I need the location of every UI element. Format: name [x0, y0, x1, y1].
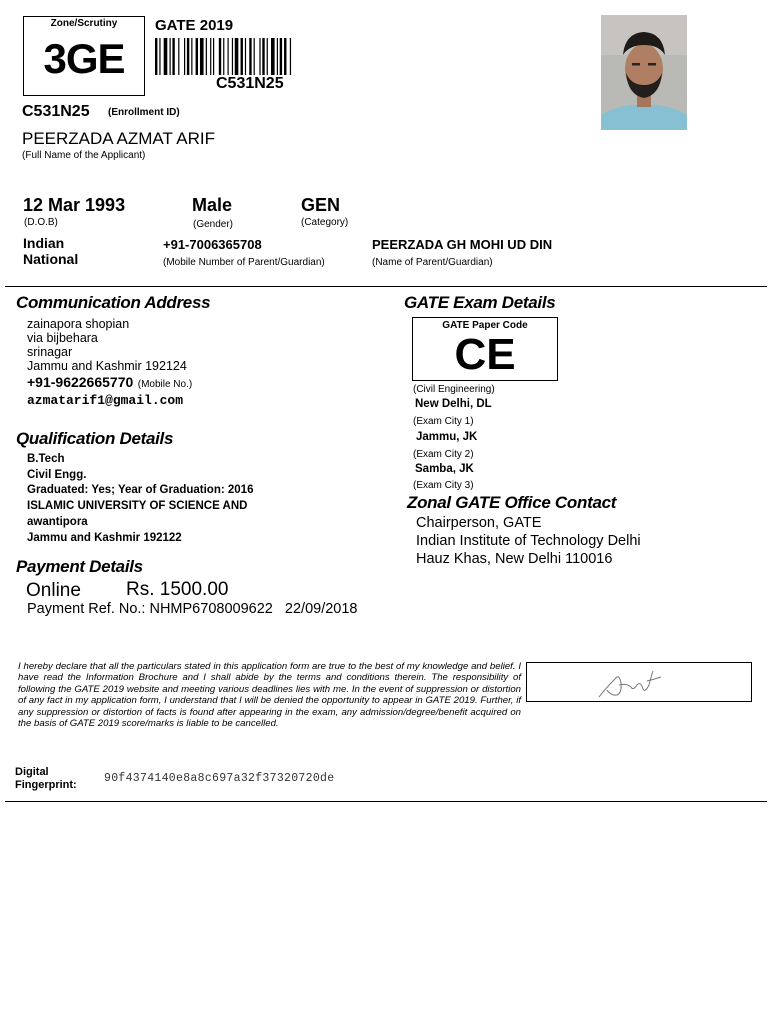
- nationality-line1: Indian: [23, 235, 65, 251]
- zonal-block: [416, 514, 641, 568]
- payment-ref: Payment Ref. No.: NHMP6708009622 22/09/2018: [27, 601, 358, 617]
- exam-city-1-label: (Exam City 1): [413, 416, 474, 427]
- barcode-text: C531N25: [216, 75, 284, 92]
- qualification-line: awantipora: [27, 515, 88, 528]
- exam-city-2-label: (Exam City 2): [413, 449, 474, 460]
- qualification-line: Civil Engg.: [27, 468, 87, 481]
- zonal-title: Zonal GATE Office Contact: [407, 493, 617, 512]
- parent-name-label: (Name of Parent/Guardian): [372, 257, 493, 268]
- exam-title: GATE 2019: [155, 17, 234, 34]
- applicant-name: PEERZADA AZMAT ARIF: [22, 129, 216, 148]
- communication-title: Communication Address: [16, 293, 211, 312]
- zone-label: Zone/Scrutiny: [50, 18, 118, 29]
- fingerprint-value: 90f4374140e8a8c697a32f37320720de: [104, 772, 335, 785]
- divider-bottom: [5, 801, 767, 802]
- applicant-mobile-row: [27, 374, 192, 392]
- nationality-line2: National: [23, 251, 79, 267]
- enrollment-id: C531N25: [22, 103, 90, 120]
- paper-name: (Civil Engineering): [413, 384, 495, 395]
- declaration-text: I hereby declare that all the particulars stated in this application form are true to the best of my knowledge and belief. I have read the Information Brochure and I shall abide by the terms and conditions therein. The responsibility of following the GATE 2019 website and meeting various deadlines lies with me. In the event of suppression or distortion of any fact in my application form, I understand that I will be denied the opportunity to appear in GATE 2019. Further, if any suppression or distortion of facts is found after appearing in the exam, any admission/degree/benefit acquired on the basis of GATE 2019 score/marks is liable to be cancelled.: [18, 661, 521, 730]
- exam-details-title: GATE Exam Details: [404, 293, 556, 312]
- exam-city-3: Samba, JK: [415, 463, 474, 475]
- qualification-line: ISLAMIC UNIVERSITY OF SCIENCE AND: [27, 500, 248, 513]
- applicant-mobile-label: (Mobile No.): [137, 379, 193, 390]
- signature-image: [527, 663, 751, 701]
- parent-mobile: +91-7006365708: [163, 237, 262, 252]
- fingerprint-label: [15, 766, 77, 791]
- paper-code: CE: [454, 330, 516, 379]
- gender-label: (Gender): [193, 219, 234, 230]
- parent-mobile-label: (Mobile Number of Parent/Guardian): [163, 257, 325, 268]
- applicant-photo: [601, 15, 687, 130]
- signature-box: [526, 662, 752, 702]
- applicant-email: azmatarif1@gmail.com: [27, 393, 184, 408]
- zonal-line: Indian Institute of Technology Delhi: [416, 533, 641, 549]
- dob-value: 12 Mar 1993: [23, 195, 126, 215]
- category-label: (Category): [301, 217, 349, 228]
- exam-city-1: New Delhi, DL: [415, 398, 492, 410]
- qualification-title: Qualification Details: [16, 429, 174, 448]
- zonal-line: Chairperson, GATE: [416, 515, 542, 531]
- divider-top: [5, 286, 767, 287]
- zone-code: 3GE: [43, 35, 125, 82]
- applicant-mobile: +91-9622665770: [27, 374, 134, 390]
- fingerprint-label-line: Fingerprint:: [15, 778, 77, 791]
- qualification-line: Graduated: Yes; Year of Graduation: 2016: [27, 484, 254, 497]
- qualification-line: B.Tech: [27, 453, 65, 465]
- applicant-name-label: (Full Name of the Applicant): [22, 150, 146, 161]
- exam-city-3-label: (Exam City 3): [413, 480, 474, 491]
- payment-mode: Online: [26, 580, 81, 601]
- enrollment-label: (Enrollment ID): [108, 107, 180, 118]
- address-line: srinagar: [27, 345, 73, 359]
- zonal-line: Hauz Khas, New Delhi 110016: [416, 551, 613, 567]
- zone-box: [23, 16, 145, 96]
- category-value: GEN: [301, 195, 341, 215]
- qualification-block: [27, 452, 253, 546]
- payment-title: Payment Details: [16, 557, 143, 576]
- address-line: via bijbehara: [27, 331, 98, 345]
- address-line: Jammu and Kashmir 192124: [27, 359, 187, 373]
- barcode: [155, 38, 335, 75]
- address-line: zainapora shopian: [27, 317, 130, 331]
- address-block: [27, 317, 187, 373]
- qualification-line: Jammu and Kashmir 192122: [27, 531, 182, 544]
- gender-value: Male: [192, 195, 233, 215]
- payment-amount: Rs. 1500.00: [126, 579, 229, 600]
- paper-code-box: [412, 317, 558, 381]
- dob-label: (D.O.B): [24, 217, 58, 228]
- parent-name: PEERZADA GH MOHI UD DIN: [372, 237, 553, 252]
- fingerprint-label-line: Digital: [15, 766, 49, 778]
- exam-city-2: Jammu, JK: [416, 431, 478, 443]
- paper-code-label: GATE Paper Code: [442, 320, 528, 331]
